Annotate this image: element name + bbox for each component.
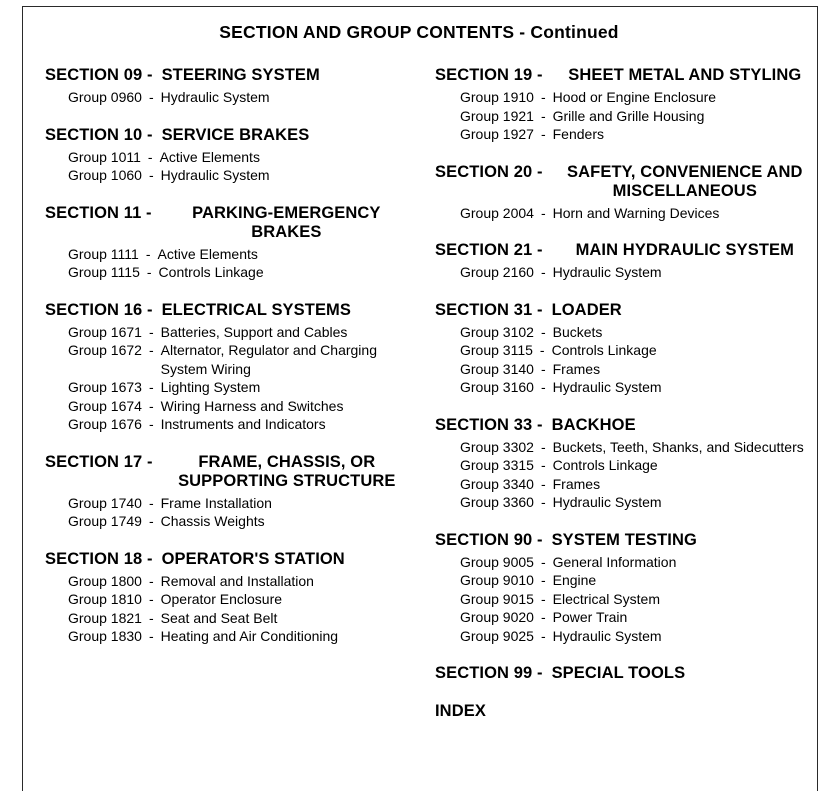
group-entry[interactable] [460,456,818,475]
group-separator: - [540,89,546,105]
group-name: Fenders [552,126,604,142]
section-title: SPECIAL TOOLS [551,664,686,682]
section-number-label: SECTION 10 - [45,125,153,144]
group-separator: - [540,379,546,395]
group-code: Group 1671 [68,323,142,340]
group-list [45,572,412,646]
group-entry[interactable] [68,590,412,609]
group-entry[interactable] [68,397,412,416]
group-entry[interactable] [68,166,412,185]
group-name: Heating and Air Conditioning [160,628,339,644]
group-code: Group 1060 [68,167,142,183]
group-code: Group 9005 [460,553,534,570]
group-code: Group 3360 [460,494,534,510]
group-list [45,148,412,185]
group-code: Group 0960 [68,89,142,105]
group-name: Instruments and Indicators [160,416,326,432]
section-title: PARKING-EMERGENCY BRAKES [192,203,381,241]
group-separator: - [540,438,546,455]
group-name: Alternator, Regulator and Charging System Wiring [160,342,377,377]
section-heading [45,301,412,320]
section-heading [435,416,818,435]
section-heading [435,702,818,721]
contents-section[interactable] [435,416,818,512]
group-entry[interactable] [460,125,818,144]
group-entry[interactable] [68,494,412,513]
group-code: Group 1674 [68,397,142,414]
group-separator: - [146,264,152,280]
section-heading [45,453,412,491]
section-heading [435,241,818,260]
group-entry[interactable] [68,323,412,342]
group-separator: - [540,572,546,588]
section-title: SHEET METAL AND STYLING [568,66,802,84]
contents-column-right [420,66,838,721]
group-entry[interactable] [460,553,818,572]
group-code: Group 1921 [460,107,534,124]
group-code: Group 9010 [460,572,534,588]
group-name: Buckets [552,323,603,340]
group-entry[interactable] [460,627,818,646]
contents-section[interactable] [435,301,818,397]
group-code: Group 1910 [460,89,534,105]
group-entry[interactable] [68,512,412,531]
group-name: Lighting System [160,379,261,395]
group-entry[interactable] [68,148,412,167]
group-code: Group 9015 [460,590,534,607]
section-heading [45,126,412,145]
contents-section[interactable] [435,702,818,721]
section-number-label: SECTION 11 - [45,203,152,222]
group-entry[interactable] [68,263,412,282]
section-heading [45,66,412,85]
group-entry[interactable] [68,415,412,434]
contents-section[interactable] [45,204,412,282]
contents-section[interactable] [435,163,818,223]
section-title: SAFETY, CONVENIENCE AND MISCELLANEOUS [567,162,803,200]
section-title: LOADER [551,300,622,319]
group-separator: - [148,167,154,183]
section-heading [435,163,818,201]
group-name: Grille and Grille Housing [552,107,705,124]
section-number-label: INDEX [435,702,486,720]
section-heading [435,66,818,85]
group-entry[interactable] [460,378,818,397]
group-code: Group 1800 [68,572,142,589]
group-name: Controls Linkage [551,342,657,358]
group-code: Group 3340 [460,475,534,492]
group-code: Group 3160 [460,379,534,395]
page-title: SECTION AND GROUP CONTENTS - Continued [219,22,619,42]
group-entry[interactable] [68,88,412,107]
group-entry[interactable] [68,341,412,378]
group-entry[interactable] [460,590,818,609]
group-name: Active Elements [159,148,260,165]
section-number-label: SECTION 09 - [45,66,153,84]
group-entry[interactable] [68,245,412,264]
section-heading [435,531,818,550]
group-code: Group 3302 [460,438,534,455]
contents-section[interactable] [435,241,818,282]
group-entry[interactable] [68,378,412,397]
group-name: Hydraulic System [552,494,662,510]
group-code: Group 1115 [68,264,140,280]
group-separator: - [148,572,154,589]
group-separator: - [540,627,546,644]
group-entry[interactable] [460,493,818,512]
group-entry[interactable] [460,263,818,282]
section-heading [45,550,412,569]
group-code: Group 9025 [460,627,534,644]
section-number-label: SECTION 31 - [435,300,543,319]
group-entry[interactable] [460,341,818,360]
group-name: Removal and Installation [160,572,314,589]
contents-section[interactable] [435,66,818,144]
group-separator: - [540,609,546,625]
group-separator: - [540,494,546,510]
group-entry[interactable] [460,107,818,126]
section-number-label: SECTION 16 - [45,300,153,319]
contents-column-left [0,66,420,646]
group-list [435,88,818,144]
group-separator: - [540,553,546,570]
section-title: SERVICE BRAKES [161,125,310,144]
section-heading [45,204,412,242]
group-entry[interactable] [460,608,818,627]
group-name: General Information [552,553,677,570]
group-code: Group 1749 [68,513,142,529]
group-name: Electrical System [552,590,660,607]
group-separator: - [540,107,546,124]
group-entry[interactable] [460,204,818,223]
section-title: SYSTEM TESTING [551,530,697,549]
group-separator: - [148,494,154,511]
group-separator: - [147,148,153,165]
group-entry[interactable] [460,360,818,379]
group-list [45,323,412,434]
group-name: Batteries, Support and Cables [160,323,348,340]
section-heading [435,301,818,320]
group-code: Group 1672 [68,342,142,358]
contents-section[interactable] [45,550,412,646]
group-code: Group 3315 [460,457,534,473]
group-entry[interactable] [460,323,818,342]
group-list [435,263,818,282]
contents-section[interactable] [45,126,412,185]
group-code: Group 1810 [68,591,142,607]
group-list [45,88,412,107]
section-heading [435,664,818,683]
group-separator: - [145,245,151,262]
section-number-label: SECTION 33 - [435,415,543,434]
group-separator: - [148,89,154,105]
group-name: Hood or Engine Enclosure [552,89,717,105]
group-code: Group 1011 [68,148,141,165]
group-name: Hydraulic System [552,264,662,280]
group-code: Group 1927 [460,126,534,142]
group-code: Group 1676 [68,416,142,432]
group-separator: - [148,416,154,432]
group-name: Power Train [552,609,628,625]
contents-section[interactable] [435,664,818,683]
group-entry[interactable] [460,475,818,494]
section-title: ELECTRICAL SYSTEMS [161,300,351,319]
section-title: FRAME, CHASSIS, OR SUPPORTING STRUCTURE [178,452,396,490]
group-list [45,245,412,282]
group-entry[interactable] [68,609,412,628]
section-number-label: SECTION 19 - [435,66,543,84]
group-separator: - [148,323,154,340]
group-separator: - [540,590,546,607]
group-code: Group 3115 [460,342,533,358]
group-name: Operator Enclosure [160,591,283,607]
group-list [435,323,818,397]
group-code: Group 1673 [68,379,142,395]
group-separator: - [540,204,546,221]
group-entry[interactable] [68,572,412,591]
group-list [45,494,412,531]
group-code: Group 1740 [68,494,142,511]
group-name: Controls Linkage [552,457,658,473]
group-code: Group 1821 [68,609,142,626]
group-name: Hydraulic System [160,89,270,105]
group-name: Hydraulic System [552,627,662,644]
section-title: OPERATOR'S STATION [161,549,345,568]
group-name: Seat and Seat Belt [160,609,278,626]
contents-section[interactable] [45,66,412,107]
group-separator: - [148,609,154,626]
group-list [435,553,818,646]
section-number-label: SECTION 18 - [45,549,153,568]
group-separator: - [148,397,154,414]
group-code: Group 1830 [68,628,142,644]
group-name: Frame Installation [160,494,272,511]
contents-columns [0,66,838,721]
group-separator: - [148,513,154,529]
group-separator: - [540,126,546,142]
group-list [435,204,818,223]
group-code: Group 1111 [68,245,139,262]
contents-section[interactable] [435,531,818,646]
section-number-label: SECTION 20 - [435,162,543,181]
group-name: Frames [552,360,601,377]
group-code: Group 9020 [460,609,534,625]
section-title: STEERING SYSTEM [161,66,320,84]
group-name: Active Elements [157,245,258,262]
group-name: Buckets, Teeth, Shanks, and Sidecutters [552,438,804,455]
group-separator: - [540,360,546,377]
group-separator: - [539,342,545,358]
group-name: Chassis Weights [160,513,265,529]
section-title: BACKHOE [551,415,636,434]
contents-section[interactable] [45,453,412,531]
group-name: Hydraulic System [160,167,270,183]
group-separator: - [540,457,546,473]
contents-section[interactable] [45,301,412,434]
group-entry[interactable] [460,571,818,590]
group-code: Group 2160 [460,264,534,280]
section-title: MAIN HYDRAULIC SYSTEM [575,241,794,259]
group-entry[interactable] [68,627,412,646]
group-entry[interactable] [460,438,818,457]
group-name: Controls Linkage [158,264,264,280]
group-separator: - [148,379,154,395]
group-separator: - [540,475,546,492]
group-code: Group 2004 [460,204,534,221]
group-name: Frames [552,475,601,492]
group-separator: - [540,323,546,340]
group-separator: - [148,591,154,607]
group-name: Wiring Harness and Switches [160,397,344,414]
group-separator: - [148,628,154,644]
group-list [435,438,818,512]
group-name: Hydraulic System [552,379,662,395]
group-code: Group 3140 [460,360,534,377]
section-number-label: SECTION 90 - [435,530,543,549]
group-code: Group 3102 [460,323,534,340]
group-entry[interactable] [460,88,818,107]
group-separator: - [148,342,154,358]
section-number-label: SECTION 99 - [435,664,543,682]
section-number-label: SECTION 17 - [45,452,153,471]
section-number-label: SECTION 21 - [435,241,543,259]
group-name: Engine [552,572,597,588]
group-name: Horn and Warning Devices [552,204,720,221]
group-separator: - [540,264,546,280]
